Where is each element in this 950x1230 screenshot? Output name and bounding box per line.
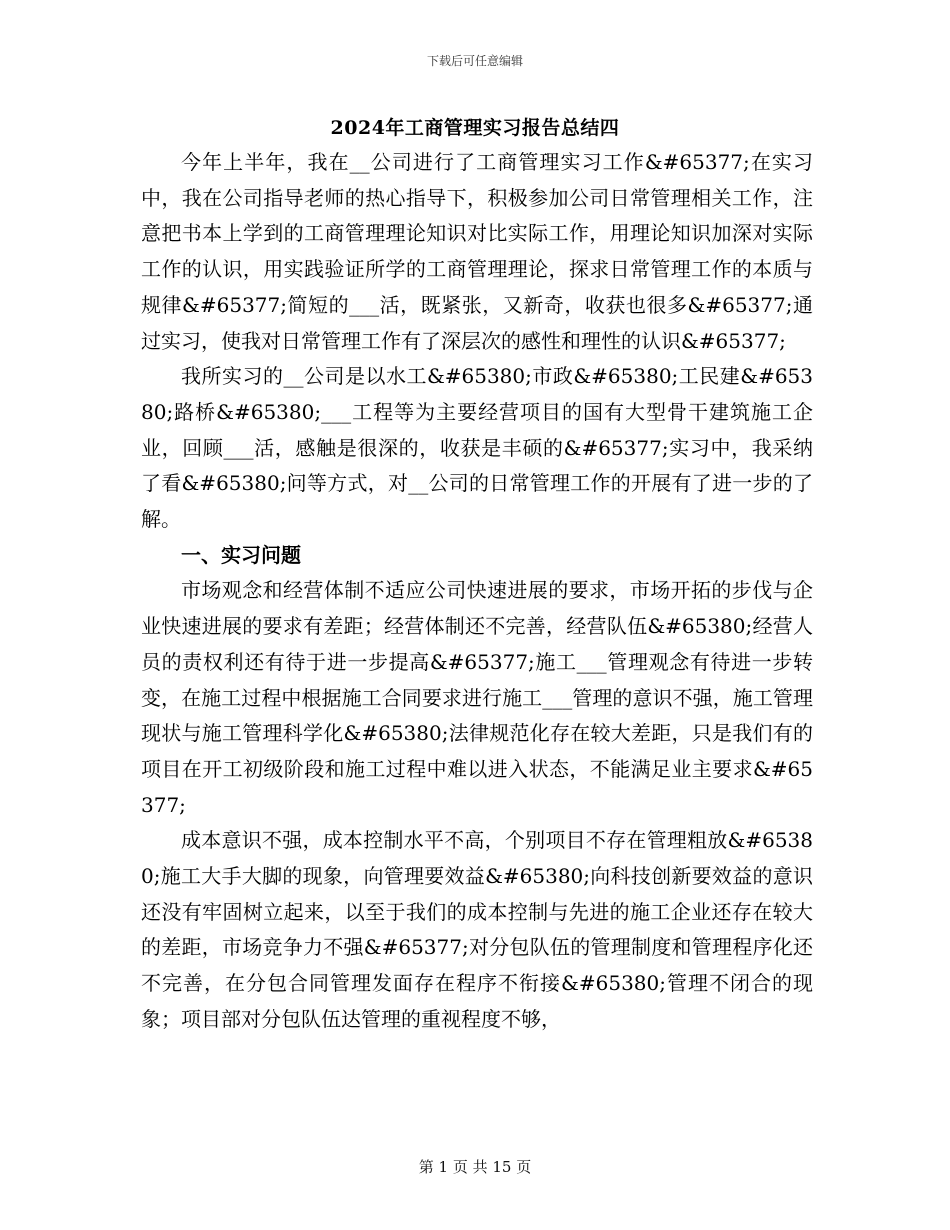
document-body — [141, 145, 813, 1038]
section-heading: 一、实习问题 — [181, 542, 301, 567]
page-footer: 第 1 页 共 15 页 — [418, 1158, 532, 1176]
header-note: 下载后可任意编辑 — [426, 54, 523, 68]
document-title: 2024年工商管理实习报告总结四 — [330, 117, 620, 139]
paragraph: 今年上半年，我在__公司进行了工商管理实习工作&#65377;在实习中，我在公司指导老师的热心指导下，积极参加公司日常管理相关工作，注意把书本上学到的工商管理理论知识对比实际工作，用理论知识加深对实际工作的认识，用实践验证所学的工商管理理论，探求日常管理工作的本质与规律&#65377;简短的___活，既紧张，又新奇，收获也很多&#65377;通过实习，使我对日常管理工作有了深层次的感性和理性的认识&#65377; — [141, 150, 813, 353]
paragraph: 市场观念和经营体制不适应公司快速进展的要求，市场开拓的步伐与企业快速进展的要求有差距；经营体制还不完善，经营队伍&#65380;经营人员的责权利还有待于进一步提高&#65377;施工___管理观念有待进一步转变，在施工过程中根据施工合同要求进行施工___管理的意识不强，施工管理现状与施工管理科学化&#65380;法律规范化存在较大差距，只是我们有的项目在开工初级阶段和施工过程中难以进入状态，不能满足业主要求&#65377; — [141, 578, 813, 817]
paragraph: 成本意识不强，成本控制水平不高，个别项目不存在管理粗放&#65380;施工大手大脚的现象，向管理要效益&#65380;向科技创新要效益的意识还没有牢固树立起来，以至于我们的成本控制与先进的施工企业还存在较大的差距，市场竞争力不强&#65377;对分包队伍的管理制度和管理程序化还不完善，在分包合同管理发面存在程序不衔接&#65380;管理不闭合的现象；项目部对分包队伍达管理的重视程度不够， — [141, 828, 813, 1031]
paragraph: 我所实习的__公司是以水工&#65380;市政&#65380;工民建&#65380;路桥&#65380;___工程等为主要经营项目的国有大型骨干建筑施工企业，回顾___活，感触是很深的，收获是丰硕的&#65377;实习中，我采纳了看&#65380;问等方式，对__公司的日常管理工作的开展有了进一步的了解。 — [141, 364, 813, 532]
